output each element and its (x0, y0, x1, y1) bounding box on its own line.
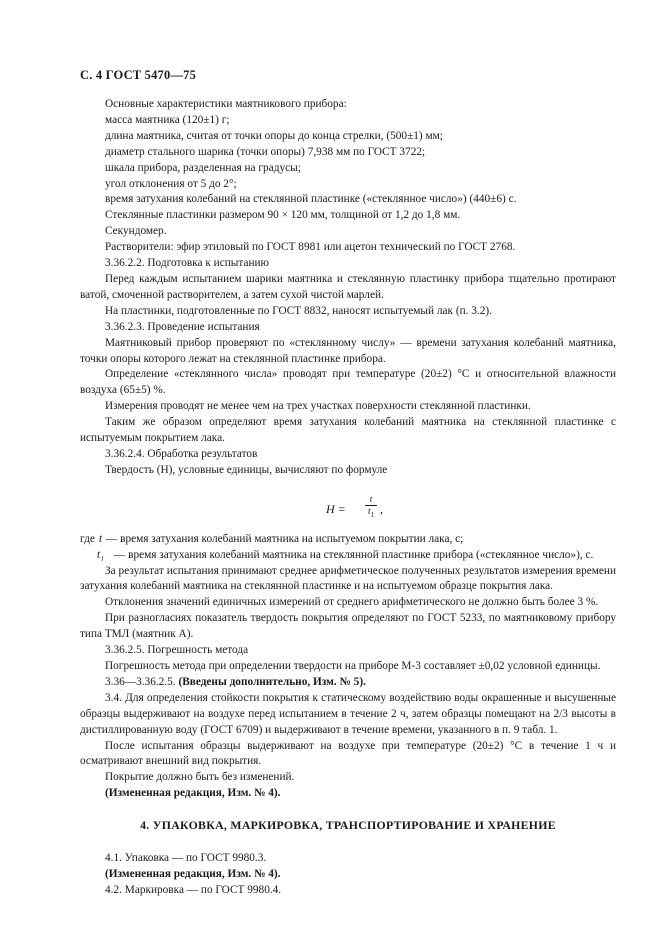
paragraph: Определение «стеклянного числа» проводят при температуре (20±2) °С и относительной влажности воздуха (65±5) %. (80, 368, 616, 397)
page-header: С. 4 ГОСТ 5470—75 (80, 68, 197, 82)
paragraph: Стеклянные пластинки размером 90 × 120 мм, толщиной от 1,2 до 1,8 мм. (105, 209, 461, 222)
paragraph: На пластинки, подготовленные по ГОСТ 8832, наносят испытуемый лак (п. 3.2). (105, 304, 492, 317)
paragraph: Покрытие должно быть без изменений. (105, 771, 295, 784)
amendment-text: (Введены дополнительно, Изм. № 5). (178, 675, 366, 688)
subsection-heading: 3.36.2.3. Проведение испытания (105, 320, 260, 333)
paragraph: время затухания колебаний на стеклянной пластинке («стеклянное число») (440±6) с. (105, 193, 517, 206)
paragraph: При разногласиях показатель твердость покрытия определяют по ГОСТ 5233, по маятниковому прибору типа ТМЛ (маятник А). (80, 612, 616, 641)
formula-denominator-sub: 1 (370, 510, 374, 519)
subsection-heading: 3.36.2.5. Погрешность метода (105, 644, 249, 657)
subsection-heading: 3.36.2.2. Подготовка к испытанию (105, 257, 269, 270)
paragraph: диаметр стального шарика (точки опоры) 7,938 мм по ГОСТ 3722; (105, 145, 426, 158)
where-symbol: t (99, 532, 103, 545)
amendment-note: (Измененная редакция, Изм. № 4). (105, 867, 281, 880)
paragraph: Перед каждым испытанием шарики маятника и стеклянную пластинку прибора тщательно протирают ватой, смоченной растворителем, а затем сухой чистой марлей. (80, 272, 616, 301)
paragraph: Измерения проводят не менее чем на трех участках поверхности стеклянной пластинки. (105, 400, 531, 413)
paragraph: угол отклонения от 5 до 2°; (105, 177, 237, 190)
where-definition: — время затухания колебаний маятника на испытуемом покрытии лака, с; (106, 532, 464, 545)
where-item-2 (80, 548, 616, 564)
paragraph: Отклонения значений единичных измерений от среднего арифметического не должно быть более 3 %. (105, 596, 599, 609)
paragraph: Маятниковый прибор проверяют по «стеклянному числу» — времени затухания колебаний маятника, точки опоры которого лежат на стеклянной пластинке прибора. (80, 336, 616, 365)
paragraph: 3.4. Для определения стойкости покрытия к статическому воздействию воды окрашенные и высушенные образцы выдерживают на воздухе перед испытанием в течение 2 ч, затем образцы помещают на 2/3 высоты в дистиллированную воду (ГОСТ 6709) и выдерживают в течение времени, указанного в п. 9 табл. 1. (80, 691, 616, 736)
amendment-note (80, 675, 616, 691)
section-title: 4. УПАКОВКА, МАРКИРОВКА, ТРАНСПОРТИРОВАНИЕ И ХРАНЕНИЕ (140, 818, 556, 833)
paragraph: Основные характеристики маятникового прибора: (105, 98, 347, 110)
formula-denominator (365, 506, 377, 521)
paragraph: Таким же образом определяют время затухания колебаний маятника на стеклянной пластинке с испытуемым покрытием лака. (80, 416, 616, 445)
document-body (80, 97, 616, 899)
paragraph: После испытания образцы выдерживают на воздухе при температуре (20±2) °С в течение 1 ч и осматривают внешний вид покрытия. (80, 739, 616, 768)
where-item-1 (80, 532, 616, 548)
formula-numerator: t (365, 494, 377, 506)
paragraph: Погрешность метода при определении твердости на приборе М-3 составляет ±0,02 условной единицы. (105, 660, 601, 672)
paragraph: шкала прибора, разделенная на градусы; (105, 161, 301, 174)
paragraph: Растворители: эфир этиловый по ГОСТ 8981 или ацетон технический по ГОСТ 2768. (105, 241, 516, 254)
subsection-heading: 3.36.2.4. Обработка результатов (105, 447, 258, 460)
paragraph: За результат испытания принимают среднее арифметическое полученных результатов измерения времени затухания колебаний маятника на стеклянной пластинке и на испытуемом образце покрытия лака. (80, 564, 616, 593)
formula-denominator-var: t (367, 505, 371, 516)
formula-fraction (365, 494, 377, 521)
where-symbol: t₁ (97, 548, 105, 561)
paragraph: Твердость (Н), условные единицы, вычисляют по формуле (105, 463, 388, 476)
formula-lhs: Н = (326, 501, 346, 516)
paragraph: 4.2. Маркировка — по ГОСТ 9980.4. (105, 883, 282, 896)
where-lead: где (80, 532, 95, 545)
paragraph: масса маятника (120±1) г; (105, 113, 230, 126)
paragraph: 4.1. Упаковка — по ГОСТ 9980.3. (105, 852, 267, 865)
amendment-note: (Измененная редакция, Изм. № 4). (105, 787, 281, 800)
hardness-formula (80, 492, 616, 526)
amendment-prefix: 3.36—3.36.2.5. (105, 675, 179, 688)
paragraph: длина маятника, считая от точки опоры до конца стрелки, (500±1) мм; (105, 129, 443, 142)
formula-tail: , (380, 501, 383, 516)
where-definition: — время затухания колебаний маятника на стеклянной пластинке прибора («стеклянное число»), с. (114, 548, 594, 561)
paragraph: Секундомер. (105, 225, 167, 238)
